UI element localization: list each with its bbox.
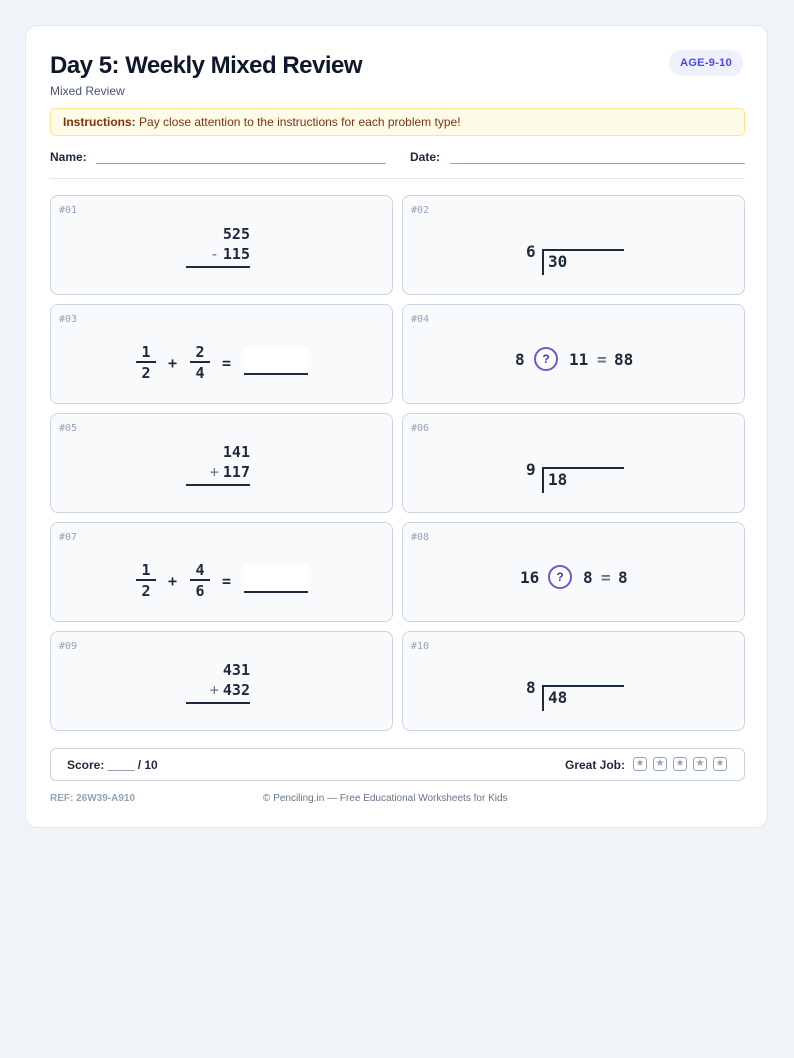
fraction (136, 343, 156, 383)
left-operand: 16 (520, 568, 540, 587)
problem-card (402, 195, 745, 295)
denominator: 4 (195, 364, 205, 382)
fraction (190, 343, 210, 383)
result: 88 (614, 350, 634, 369)
left-operand: 8 (515, 350, 525, 369)
denominator: 6 (195, 582, 205, 600)
problem-card (50, 195, 393, 295)
problem-number: #05 (59, 423, 78, 434)
date-label: Date: (410, 150, 441, 164)
answer-line (186, 484, 250, 486)
problem-card (402, 304, 745, 404)
star-icon[interactable]: ★ (693, 757, 707, 771)
star-icon[interactable]: ★ (633, 757, 647, 771)
numerator: 1 (141, 561, 151, 579)
problem-number: #10 (411, 641, 430, 652)
answer-line (186, 702, 250, 704)
vertical-problem (186, 660, 250, 704)
copyright-text: © Penciling.in — Free Educational Worksheets for Kids (263, 793, 508, 804)
denominator: 2 (141, 582, 151, 600)
score-bar (50, 748, 745, 781)
operator: - (209, 245, 219, 263)
page-subtitle: Mixed Review (50, 84, 125, 98)
problem-card (50, 631, 393, 731)
problem-number: #01 (59, 205, 78, 216)
page-title: Day 5: Weekly Mixed Review (50, 52, 363, 79)
top-operand: 141 (222, 443, 250, 461)
date-field[interactable] (450, 163, 745, 164)
operator-blank[interactable]: ? (534, 347, 558, 371)
divisor: 6 (526, 242, 536, 261)
equals-sign: = (601, 568, 611, 587)
result: 8 (618, 568, 628, 587)
problem-number: #04 (411, 314, 430, 325)
problem-card (50, 413, 393, 513)
equals-sign: = (597, 350, 607, 369)
divider (50, 178, 745, 179)
answer-line (186, 266, 250, 268)
name-label: Name: (50, 150, 87, 164)
bottom-operand: 115 (222, 245, 250, 263)
name-field[interactable] (96, 163, 386, 164)
operator: + (209, 681, 219, 699)
answer-field[interactable] (244, 347, 308, 375)
numerator: 2 (195, 343, 205, 361)
vertical-problem (186, 442, 250, 486)
top-operand: 525 (222, 225, 250, 243)
star-icon[interactable]: ★ (653, 757, 667, 771)
worksheet (25, 25, 768, 828)
operator-blank[interactable]: ? (548, 565, 572, 589)
problem-number: #06 (411, 423, 430, 434)
age-badge: AGE-9-10 (669, 50, 743, 76)
dividend: 18 (548, 470, 568, 489)
equals-sign: = (222, 572, 232, 590)
fraction (190, 561, 210, 601)
fraction (136, 561, 156, 601)
operator: + (168, 354, 178, 372)
problem-card (402, 631, 745, 731)
instructions-label: Instructions: (63, 115, 136, 129)
bottom-operand: 117 (222, 463, 250, 481)
problem-number: #02 (411, 205, 430, 216)
numerator: 1 (141, 343, 151, 361)
instructions-text: Pay close attention to the instructions for each problem type! (139, 115, 461, 129)
numerator: 4 (195, 561, 205, 579)
problem-number: #08 (411, 532, 430, 543)
star-icon[interactable]: ★ (713, 757, 727, 771)
divisor: 9 (526, 460, 536, 479)
right-operand: 8 (583, 568, 593, 587)
dividend: 48 (548, 688, 568, 707)
top-operand: 431 (222, 661, 250, 679)
problem-number: #09 (59, 641, 78, 652)
problem-card (402, 522, 745, 622)
operator: + (168, 572, 178, 590)
operator: + (209, 463, 219, 481)
problem-number: #03 (59, 314, 78, 325)
problem-card (50, 522, 393, 622)
great-job-label: Great Job: (565, 758, 626, 772)
bottom-operand: 432 (222, 681, 250, 699)
problem-card (50, 304, 393, 404)
instructions-box (50, 108, 745, 136)
divisor: 8 (526, 678, 536, 697)
score-label: Score: ____ / 10 (67, 758, 158, 772)
equals-sign: = (222, 354, 232, 372)
dividend: 30 (548, 252, 568, 271)
reference-code: REF: 26W39-A910 (50, 793, 136, 804)
right-operand: 11 (569, 350, 589, 369)
answer-field[interactable] (244, 565, 308, 593)
vertical-problem (186, 224, 250, 268)
problem-number: #07 (59, 532, 78, 543)
star-icon[interactable]: ★ (673, 757, 687, 771)
problem-card (402, 413, 745, 513)
denominator: 2 (141, 364, 151, 382)
